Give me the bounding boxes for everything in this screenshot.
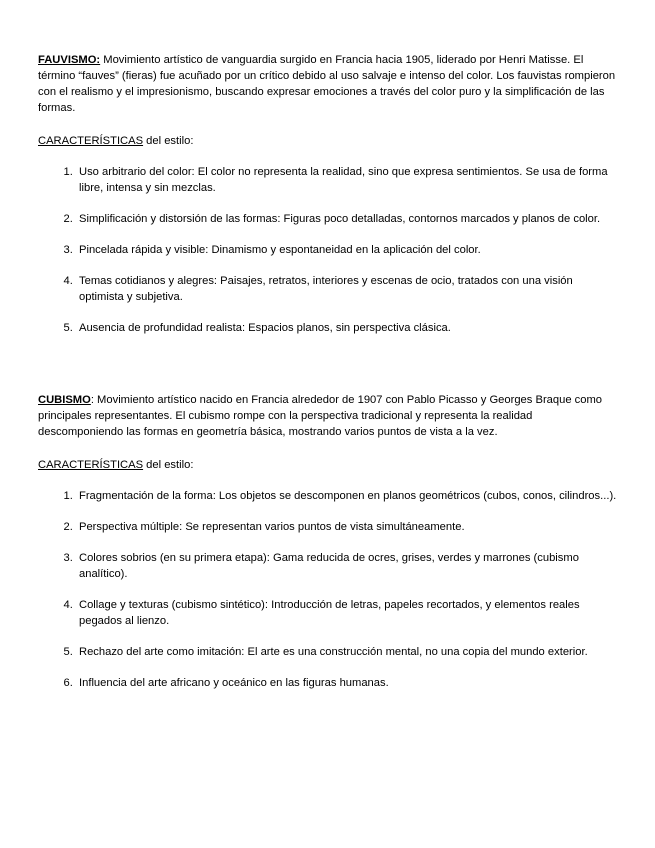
cubismo-term-suffix: : bbox=[90, 394, 94, 406]
fauvismo-characteristics-list bbox=[38, 164, 618, 336]
cubismo-characteristics-heading bbox=[38, 457, 618, 473]
cubismo-characteristics-suffix: del estilo: bbox=[143, 459, 194, 471]
list-item: 5. Rechazo del arte como imitación: El arte es una construcción mental, no una copia del mundo exterior. bbox=[76, 644, 618, 660]
list-item: 3. Colores sobrios (en su primera etapa): Gama reducida de ocres, grises, verdes y marrones (cubismo analítico). bbox=[76, 550, 618, 582]
cubismo-term: CUBISMO bbox=[38, 394, 91, 406]
list-item: 5. Ausencia de profundidad realista: Espacios planos, sin perspectiva clásica. bbox=[76, 320, 618, 336]
fauvismo-characteristics-heading bbox=[38, 133, 618, 149]
list-item: 6. Influencia del arte africano y oceánico en las figuras humanas. bbox=[76, 675, 618, 691]
cubismo-characteristics-label: CARACTERÍSTICAS bbox=[38, 459, 144, 471]
list-item: 1. Uso arbitrario del color: El color no representa la realidad, sino que expresa sentimientos. Se usa de forma libre, intensa y sin mezclas. bbox=[76, 164, 618, 196]
fauvismo-term: FAUVISMO: bbox=[38, 54, 101, 66]
section-fauvismo bbox=[38, 52, 618, 336]
fauvismo-characteristics-label: CARACTERÍSTICAS bbox=[38, 135, 144, 147]
fauvismo-intro bbox=[38, 52, 618, 116]
document-page bbox=[38, 52, 618, 706]
list-item: 4. Temas cotidianos y alegres: Paisajes, retratos, interiores y escenas de ocio, tratados con una visión optimista y subjetiva. bbox=[76, 273, 618, 305]
fauvismo-intro-text: Movimiento artístico de vanguardia surgido en Francia hacia 1905, liderado por Henri Matisse. El término “fauves” (fieras) fue acuñado por un crítico debido al uso salvaje e intenso del color. Los fauvistas rompieron con el realismo y el impresionismo, buscando expresar emociones a través del color puro y la simplificación de las formas. bbox=[38, 54, 616, 114]
list-item: 2. Simplificación y distorsión de las formas: Figuras poco detalladas, contornos marcados y planos de color. bbox=[76, 211, 618, 227]
fauvismo-characteristics-suffix: del estilo: bbox=[143, 135, 194, 147]
list-item: 3. Pincelada rápida y visible: Dinamismo y espontaneidad en la aplicación del color. bbox=[76, 242, 618, 258]
list-item: 4. Collage y texturas (cubismo sintético): Introducción de letras, papeles recortados, y elementos reales pegados al lienzo. bbox=[76, 597, 618, 629]
list-item: 1. Fragmentación de la forma: Los objetos se descomponen en planos geométricos (cubos, conos, cilindros...). bbox=[76, 488, 618, 504]
cubismo-intro bbox=[38, 392, 618, 440]
section-cubismo bbox=[38, 392, 618, 691]
cubismo-characteristics-list bbox=[38, 488, 618, 691]
list-item: 2. Perspectiva múltiple: Se representan varios puntos de vista simultáneamente. bbox=[76, 519, 618, 535]
cubismo-intro-text: Movimiento artístico nacido en Francia alrededor de 1907 con Pablo Picasso y Georges Braque como principales representantes. El cubismo rompe con la perspectiva tradicional y representa la realidad descomponiendo las formas en geometría básica, mostrando varios puntos de vista a la vez. bbox=[38, 394, 603, 438]
